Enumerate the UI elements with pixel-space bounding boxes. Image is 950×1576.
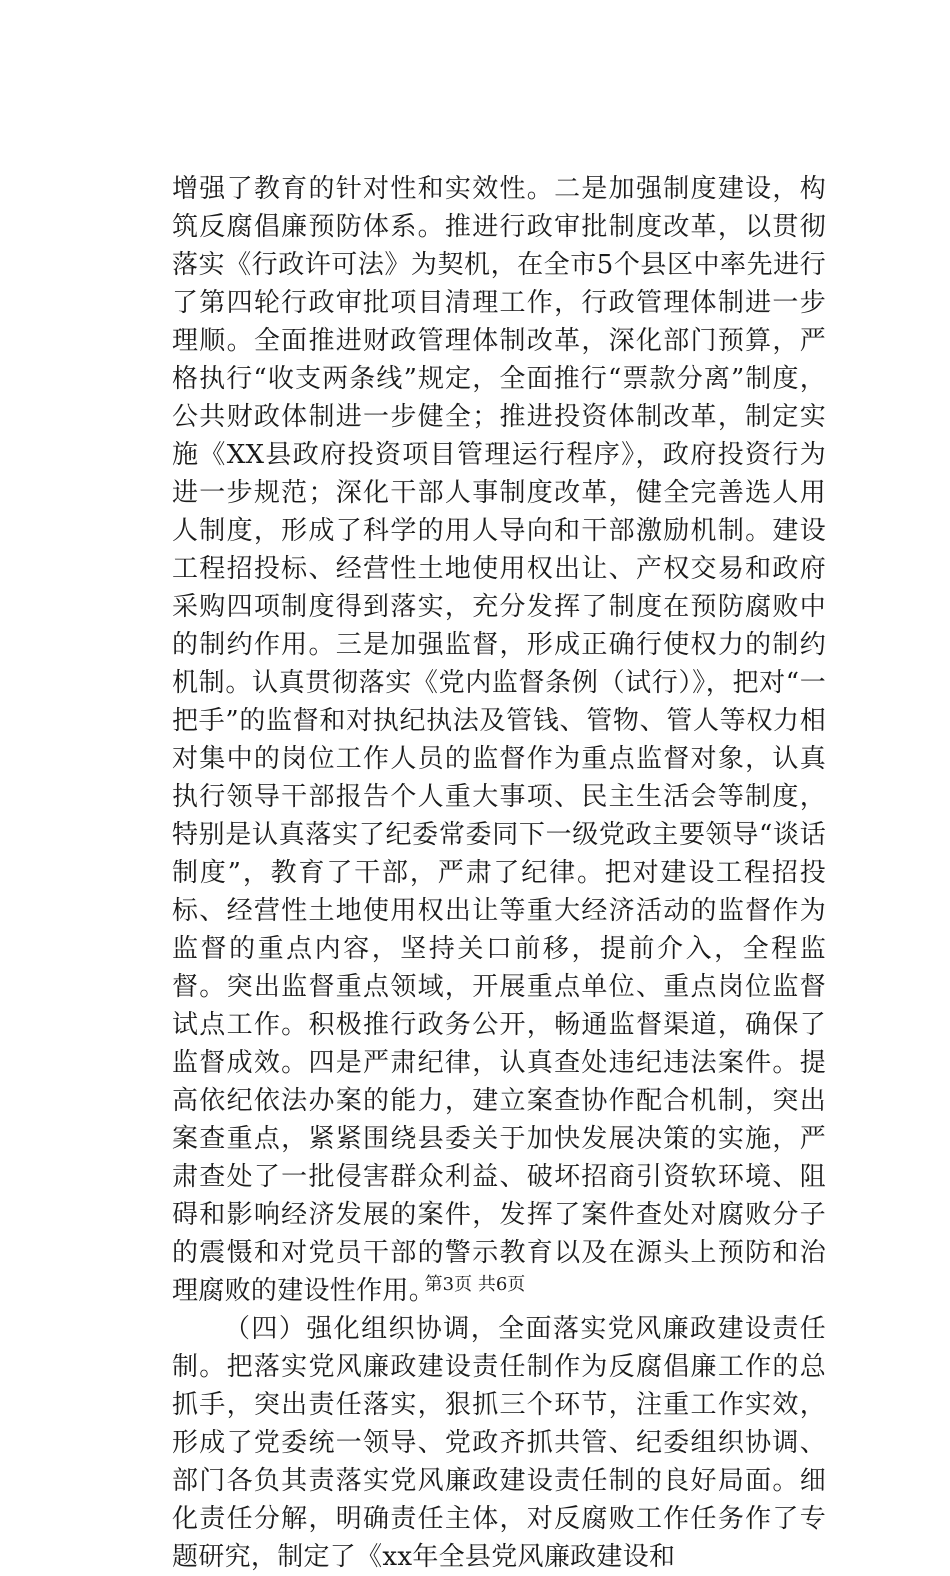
page-footer: 第3页 共6页 [424, 1274, 526, 1295]
paragraph-section-four: （四）强化组织协调，全面落实党风廉政建设责任制。把落实党风廉政建设责任制作为反腐倡廉工作的总抓手，突出责任落实，狠抓三个环节，注重工作实效，形成了党委统一领导、党政齐抓共管、纪委组织协调、部门各负其责落实党风廉政建设责任制的良好局面。细化责任分解，明确责任主体，对反腐败工作任务作了专题研究，制定了《xx年全县党风廉政建设和 [172, 1314, 826, 1572]
document-body [172, 170, 826, 1576]
paragraph-continuation: 增强了教育的针对性和实效性。二是加强制度建设，构筑反腐倡廉预防体系。推进行政审批制度改革，以贯彻落实《行政许可法》为契机，在全市5个县区中率先进行了第四轮行政审批项目清理工作，行政管理体制进一步理顺。全面推进财政管理体制改革，深化部门预算，严格执行“收支两条线”规定，全面推行“票款分离”制度，公共财政体制进一步健全；推进投资体制改革，制定实施《XX县政府投资项目管理运行程序》，政府投资行为进一步规范；深化干部人事制度改革，健全完善选人用人制度，形成了科学的用人导向和干部激励机制。建设工程招投标、经营性土地使用权出让、产权交易和政府采购四项制度得到落实，充分发挥了制度在预防腐败中的制约作用。三是加强监督，形成正确行使权力的制约机制。认真贯彻落实《党内监督条例（试行）》，把对“一把手”的监督和对执纪执法及管钱、管物、管人等权力相对集中的岗位工作人员的监督作为重点监督对象，认真执行领导干部报告个人重大事项、民主生活会等制度，特别是认真落实了纪委常委同下一级党政主要领导“谈话制度”，教育了干部，严肃了纪律。把对建设工程招投标、经营性土地使用权出让等重大经济活动的监督作为监督的重点内容，坚持关口前移，提前介入，全程监督。突出监督重点领域，开展重点单位、重点岗位监督试点工作。积极推行政务公开，畅通监督渠道，确保了监督成效。四是严肃纪律，认真查处违纪违法案件。提高依纪依法办案的能力，建立案查协作配合机制，突出案查重点，紧紧围绕县委关于加快发展决策的实施，严肃查处了一批侵害群众利益、破坏招商引资软环境、阻碍和影响经济发展的案件，发挥了案件查处对腐败分子的震慑和对党员干部的警示教育以及在源头上预防和治理腐败的建设性作用。 [172, 174, 826, 1306]
